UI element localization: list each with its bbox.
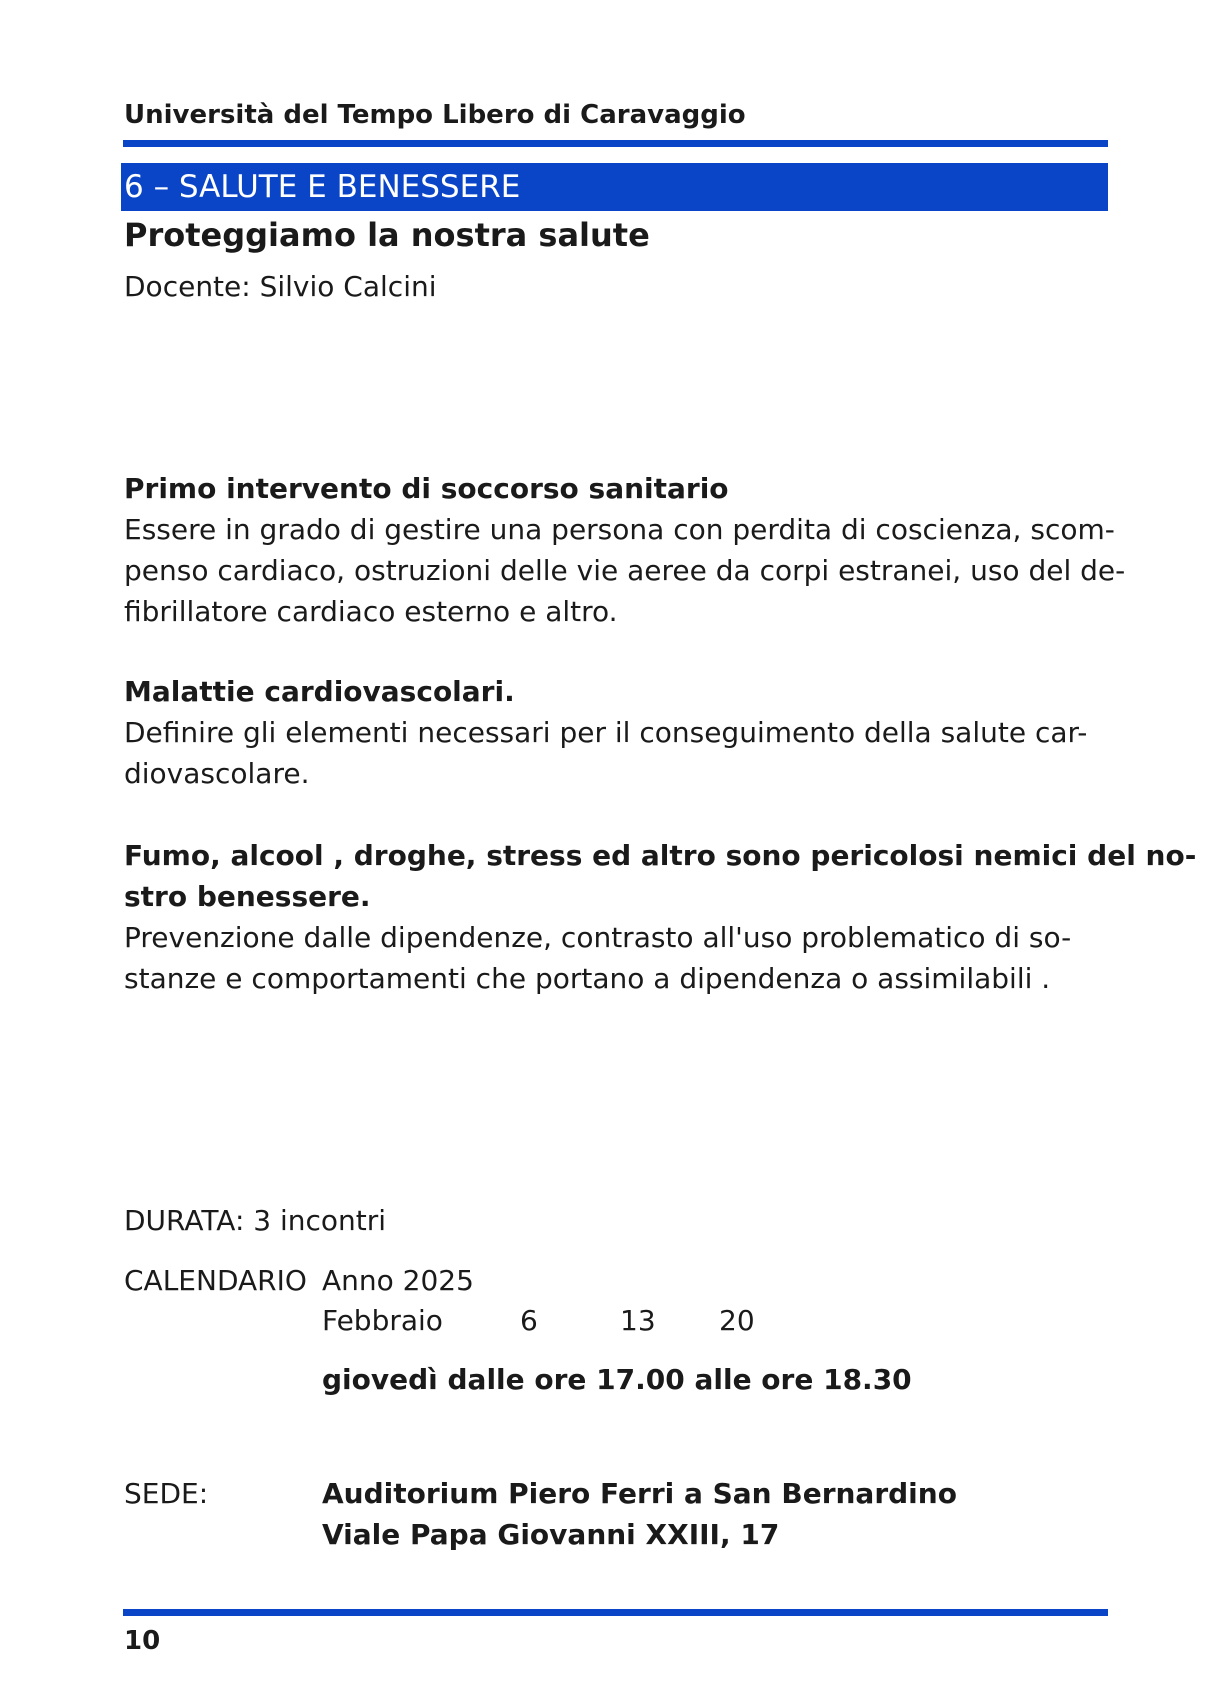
duration: DURATA: 3 incontri: [124, 1204, 387, 1237]
calendar-year: Anno 2025: [322, 1264, 474, 1297]
calendar-label: CALENDARIO: [124, 1264, 307, 1297]
topic-heading: Malattie cardiovascolari.: [124, 675, 515, 708]
calendar-date: 6: [520, 1304, 538, 1337]
topic-addictions: [124, 835, 1197, 999]
topic-first-aid: [124, 468, 1126, 632]
topic-body-line: Prevenzione dalle dipendenze, contrasto all'uso problematico di so-: [124, 921, 1072, 954]
topic-heading-line: Fumo, alcool , droghe, stress ed altro sono pericolosi nemici del no-: [124, 839, 1197, 872]
topic-cardiovascular: [124, 671, 1109, 794]
footer-rule: [123, 1609, 1108, 1616]
calendar-date: 13: [620, 1304, 656, 1337]
venue-label: SEDE:: [124, 1477, 209, 1510]
calendar-date: 20: [719, 1304, 755, 1337]
header-title: Università del Tempo Libero di Caravaggio: [124, 100, 746, 130]
calendar-month: Febbraio: [322, 1304, 443, 1337]
topic-body-line: Definire gli elementi necessari per il conseguimento della salute car-: [124, 716, 1088, 749]
topic-body-line: Essere in grado di gestire una persona con perdita di coscienza, scom-: [124, 513, 1115, 546]
page-number: 10: [124, 1626, 161, 1656]
topic-heading-line: stro benessere.: [124, 880, 371, 913]
section-banner: [121, 163, 1108, 211]
course-teacher: Docente: Silvio Calcini: [124, 270, 437, 303]
section-label: 6 – SALUTE E BENESSERE: [124, 169, 521, 205]
venue-address: Viale Papa Giovanni XXIII, 17: [322, 1518, 780, 1551]
topic-body-line: fibrillatore cardiaco esterno e altro.: [124, 595, 618, 628]
topic-heading: Primo intervento di soccorso sanitario: [124, 472, 729, 505]
course-title: Proteggiamo la nostra salute: [124, 216, 650, 254]
header-rule: [123, 140, 1108, 147]
topic-body-line: diovascolare.: [124, 757, 310, 790]
topic-body-line: penso cardiaco, ostruzioni delle vie aeree da corpi estranei, uso del de-: [124, 554, 1126, 587]
schedule: giovedì dalle ore 17.00 alle ore 18.30: [322, 1363, 912, 1396]
venue-name: Auditorium Piero Ferri a San Bernardino: [322, 1477, 957, 1510]
topic-body-line: stanze e comportamenti che portano a dipendenza o assimilabili .: [124, 962, 1051, 995]
